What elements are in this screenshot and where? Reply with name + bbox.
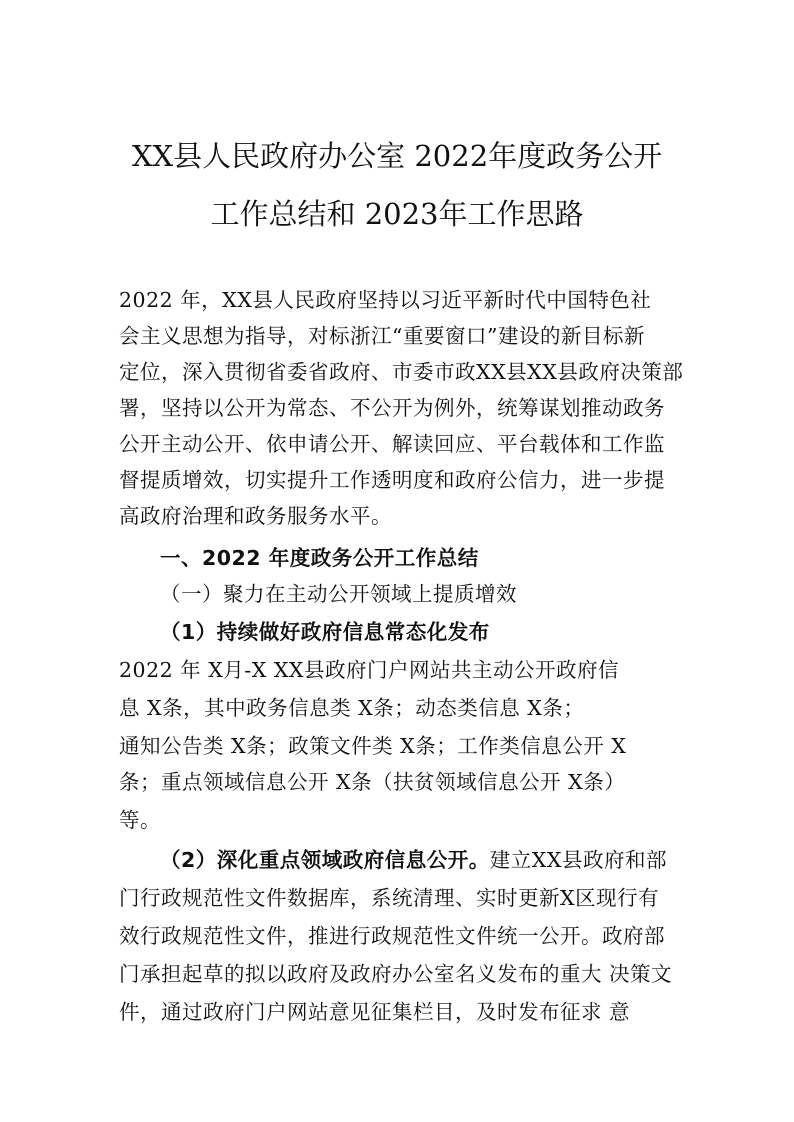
intro-line: 署，坚持以公开为常态、不公开为例外，统筹谋划推动政务 — [119, 396, 665, 420]
item2-first-line-text: 建立XX县政府和部 — [489, 848, 667, 872]
item1-line: 息 X条，其中政务信息类 X条；动态类信息 X条； — [119, 696, 585, 720]
item2-line: 门承担起草的拟以政府及政府办公室名义发布的重大 决策文 — [119, 962, 673, 986]
item2-line: 门行政规范性文件数据库，系统清理、实时更新X区现行有 — [119, 886, 660, 910]
document-title-line-2: 工作总结和 2023年工作思路 — [210, 197, 584, 231]
intro-line: 公开主动公开、依申请公开、解读回应、平台载体和工作监 — [119, 432, 665, 456]
intro-line: 高政府治理和政务服务水平。 — [119, 504, 392, 528]
item1-line: 2022 年 X月-X XX县政府门户网站共主动公开政府信 — [119, 658, 620, 682]
item2-line: 件，通过政府门户网站意见征集栏目，及时发布征求 意 — [119, 1000, 631, 1024]
intro-line: 督提质增效，切实提升工作透明度和政府公信力，进一步提 — [119, 468, 665, 492]
section-heading: 一、2022 年度政务公开工作总结 — [160, 546, 479, 570]
item2-line: 效行政规范性文件，推进行政规范性文件统一公开。政府部 — [119, 924, 665, 948]
intro-line: 2022 年，XX县人民政府坚持以习近平新时代中国特色社 — [119, 288, 652, 312]
item-heading: （2）深化重点领域政府信息公开。 — [160, 848, 490, 872]
document-title-line-1: XX县人民政府办公室 2022年度政务公开 — [131, 139, 663, 173]
intro-line: 会主义思想为指导，对标浙江“重要窗口”建设的新目标新 — [119, 324, 645, 348]
subsection-heading: （一）聚力在主动公开领域上提质增效 — [160, 582, 517, 606]
item-heading: （1）持续做好政府信息常态化发布 — [160, 620, 490, 644]
item1-line: 通知公告类 X条；政策文件类 X条；工作类信息公开 X — [119, 734, 627, 758]
intro-line: 定位，深入贯彻省委省政府、市委市政XX县XX县政府决策部 — [119, 360, 684, 384]
item1-line: 条；重点领域信息公开 X条（扶贫领域信息公开 X条） — [119, 770, 626, 794]
item1-line: 等。 — [119, 808, 161, 832]
item2-first-line — [160, 850, 667, 871]
